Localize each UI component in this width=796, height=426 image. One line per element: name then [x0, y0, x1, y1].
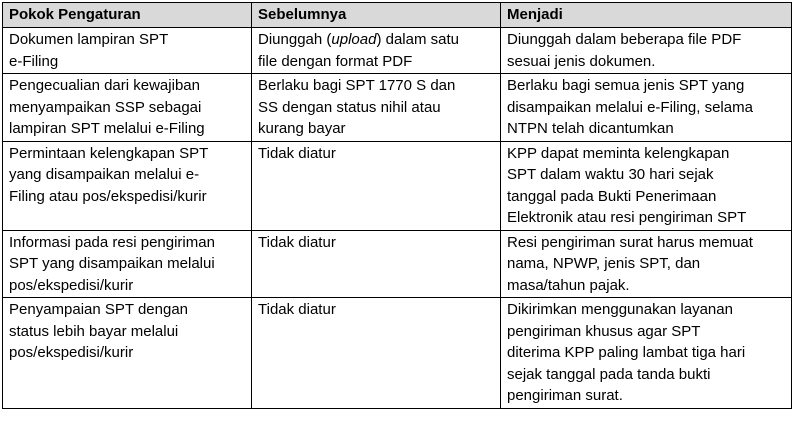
regulation-comparison-table: [2, 2, 792, 409]
cell-pokok: [3, 141, 252, 230]
cell-sebelumnya: [252, 74, 501, 142]
cell-sebelumnya: [252, 28, 501, 74]
cell-text: Tidak diatur: [258, 233, 336, 251]
cell-pokok: [3, 28, 252, 74]
column-header-sebelumnya: Sebelumnya: [252, 3, 501, 28]
cell-text: Permintaan kelengkapan SPT yang disampaikan melalui e- Filing atau pos/ekspedisi/kurir: [9, 144, 209, 205]
cell-text: Tidak diatur: [258, 144, 336, 162]
cell-text: Dikirimkan menggunakan layanan pengiriman khusus agar SPT diterima KPP paling lambat tiga hari sejak tanggal pada tanda bukti pengiriman surat.: [507, 301, 746, 404]
table-row: [3, 28, 792, 74]
cell-text: Berlaku bagi SPT 1770 S dan SS dengan status nihil atau kurang bayar: [258, 77, 456, 137]
cell-sebelumnya: [252, 230, 501, 298]
cell-text: Dokumen lampiran SPT e-Filing: [9, 31, 169, 70]
table-body: [3, 28, 792, 409]
cell-menjadi: [501, 141, 792, 230]
cell-menjadi: [501, 74, 792, 142]
cell-text: Penyampaian SPT dengan status lebih bayar melalui pos/ekspedisi/kurir: [9, 301, 189, 361]
cell-text: Pengecualian dari kewajiban menyampaikan SSP sebagai lampiran SPT melalui e-Filing: [9, 77, 205, 137]
column-header-menjadi: Menjadi: [501, 3, 792, 28]
cell-pokok: [3, 230, 252, 298]
cell-pokok: [3, 298, 252, 409]
cell-text: Berlaku bagi semua jenis SPT yang disampaikan melalui e-Filing, selama NTPN telah dicantumkan: [507, 77, 753, 137]
cell-menjadi: [501, 230, 792, 298]
cell-menjadi: [501, 298, 792, 409]
cell-text: Diunggah dalam beberapa file PDF sesuai jenis dokumen.: [507, 31, 742, 70]
table-row: [3, 141, 792, 230]
cell-text: Informasi pada resi pengiriman SPT yang disampaikan melalui pos/ekspedisi/kurir: [9, 233, 215, 294]
cell-sebelumnya: [252, 141, 501, 230]
cell-sebelumnya: [252, 298, 501, 409]
header-row: [3, 3, 792, 28]
cell-pokok: [3, 74, 252, 142]
cell-text: Tidak diatur: [258, 301, 336, 318]
italic-term: upload: [331, 31, 377, 48]
table-header: [3, 3, 792, 28]
cell-text: [258, 29, 493, 72]
column-header-pokok: Pokok Pengaturan: [3, 3, 252, 28]
cell-text: Resi pengiriman surat harus memuat nama, NPWP, jenis SPT, dan masa/tahun pajak.: [507, 233, 753, 294]
table-row: [3, 298, 792, 409]
cell-text: KPP dapat meminta kelengkapan SPT dalam waktu 30 hari sejak tanggal pada Bukti Penerimaan Elektronik atau resi pengiriman SPT: [507, 144, 747, 226]
table-row: [3, 74, 792, 142]
table-row: [3, 230, 792, 298]
cell-menjadi: [501, 28, 792, 74]
text-segment: ) dalam satu file dengan format PDF: [258, 31, 459, 70]
text-segment: Diunggah (: [258, 31, 332, 48]
